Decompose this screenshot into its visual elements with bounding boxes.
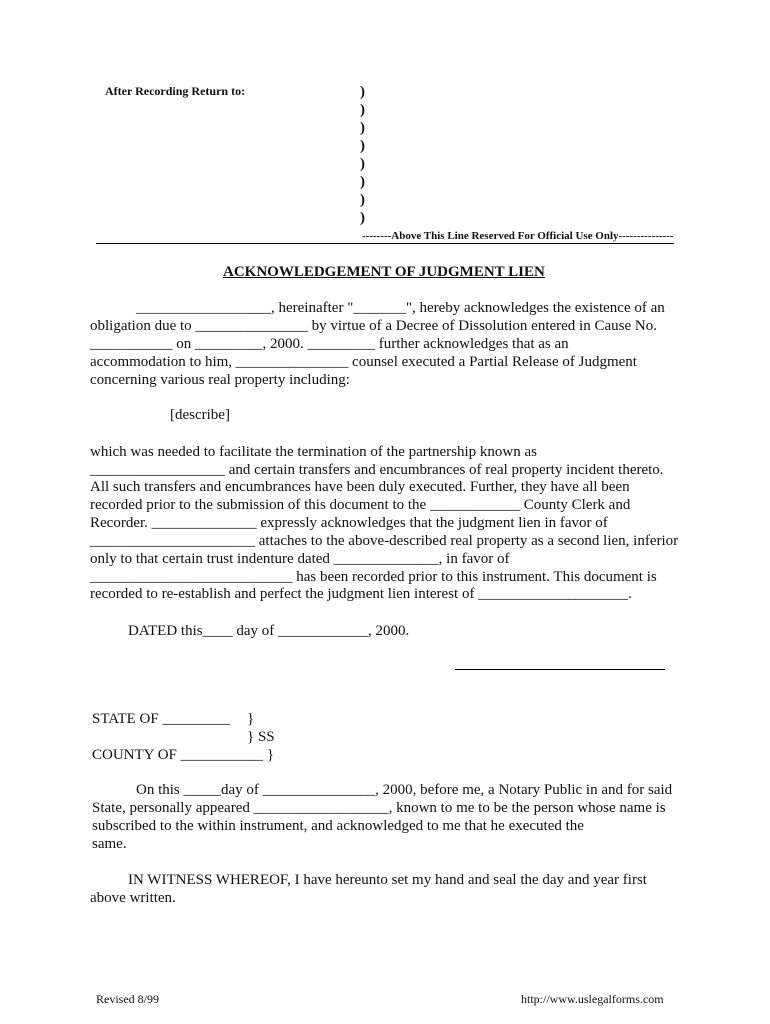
notary-line: State, personally appeared __________________, known to me to be the person whose name is [92,800,666,816]
notary-line: same. [92,836,127,852]
para1-line: obligation due to _______________ by virtue of a Decree of Dissolution entered in Cause No. [90,318,657,334]
state-brace: } [247,711,255,727]
signature-line [455,669,665,670]
paren-mark: ) [360,84,365,100]
para2-line: ______________________ attaches to the above-described real property as a second lien, inferior [90,533,679,549]
para2-line: only to that certain trust indenture dated ______________, in favor of [90,551,510,567]
ss-marker: } SS [247,729,275,745]
paren-mark: ) [360,138,365,154]
describe-placeholder: [describe] [170,407,230,423]
paren-mark: ) [360,120,365,136]
paren-mark: ) [360,210,365,226]
para2-line: __________________ and certain transfers and encumbrances of real property incident thereto. [90,462,664,478]
para2-line: All such transfers and encumbrances have been duly executed. Further, they have all been [90,479,630,495]
source-url: http://www.uslegalforms.com [521,992,664,1006]
state-of-label: STATE OF _________ [92,711,230,727]
dated-line: DATED this____ day of ____________, 2000. [128,623,410,639]
para1-line: ___________ on _________, 2000. _________ further acknowledges that as an [90,336,569,352]
return-address-label: After Recording Return to: [105,84,246,98]
witness-line: above written. [90,890,176,906]
recording-divider [96,243,674,244]
county-of-label: COUNTY OF ___________ } [92,747,275,763]
official-use-note: --------Above This Line Reserved For Official Use Only--------------- [362,230,674,242]
para1-line: accommodation to him, _______________ counsel executed a Partial Release of Judgment [90,354,637,370]
paren-mark: ) [360,156,365,172]
para1-line: __________________, hereinafter "_______", hereby acknowledges the existence of an [136,300,665,316]
para2-line: Recorder. ______________ expressly acknowledges that the judgment lien in favor of [90,515,608,531]
paren-mark: ) [360,192,365,208]
para2-line: recorded prior to the submission of this document to the ____________ County Clerk and [90,497,631,513]
notary-line: On this _____day of _______________, 2000, before me, a Notary Public in and for said [136,782,673,798]
paren-mark: ) [360,174,365,190]
para2-line: ___________________________ has been recorded prior to this instrument. This document is [90,569,657,585]
notary-line: subscribed to the within instrument, and acknowledged to me that he executed the [92,818,584,834]
revision-note: Revised 8/99 [96,992,159,1006]
para2-line: recorded to re-establish and perfect the judgment lien interest of ____________________. [90,586,632,602]
para1-line: concerning various real property including: [90,372,350,388]
para2-line: which was needed to facilitate the termination of the partnership known as [90,444,537,460]
paren-mark: ) [360,102,365,118]
witness-line: IN WITNESS WHEREOF, I have hereunto set my hand and seal the day and year first [128,872,647,888]
document-title: ACKNOWLEDGEMENT OF JUDGMENT LIEN [223,264,545,280]
